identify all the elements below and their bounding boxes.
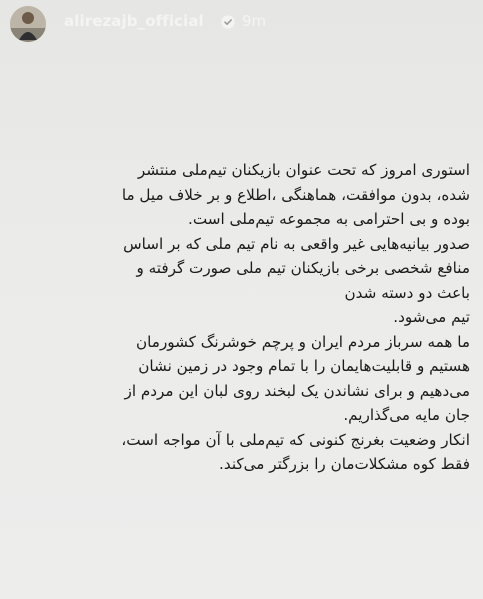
story-line-13: فقط کوه مشکلات‌مان را بزرگتر می‌کند. xyxy=(219,455,470,473)
verified-badge-icon xyxy=(220,14,236,30)
story-line-4: صدور بیانیه‌هایی غیر واقعی به نام تیم ملی که بر اساس xyxy=(123,234,470,253)
story-line-12: انکار وضعیت بغرنج کنونی که تیم‌ملی با آن مواجه است، xyxy=(121,430,470,449)
avatar-image xyxy=(10,6,46,42)
story-line-3: بوده و بی احترامی به مجموعه تیم‌ملی است. xyxy=(188,210,470,228)
story-line-10: می‌دهیم و برای نشاندن یک لبخند روی لبان این مردم از xyxy=(124,381,470,400)
story-line-11: جان مایه می‌گذاریم. xyxy=(343,406,470,424)
story-header xyxy=(0,0,483,52)
story-text xyxy=(20,158,470,477)
story-line-1: استوری امروز که تحت عنوان بازیکنان تیم‌ملی منتشر xyxy=(137,161,470,179)
story-line-7: تیم می‌شود. xyxy=(393,308,470,326)
story-line-6: باعث دو دسته شدن xyxy=(344,283,470,302)
avatar[interactable] xyxy=(10,6,46,42)
story-line-5: منافع شخصی برخی بازیکنان تیم ملی صورت گرفته و xyxy=(136,259,470,277)
story-line-2: شده، بدون موافقت، هماهنگی ،اطلاع و بر خلاف میل ما xyxy=(121,185,470,204)
story-line-9: هستیم و قابلیت‌هایمان را با تمام وجود در زمین نشان xyxy=(138,357,470,375)
story-line-8: ما همه سرباز مردم ایران و پرچم خوشرنگ کشورمان xyxy=(136,332,470,351)
username[interactable]: alirezajb_official xyxy=(64,12,204,30)
time-ago: 9m xyxy=(242,12,267,30)
